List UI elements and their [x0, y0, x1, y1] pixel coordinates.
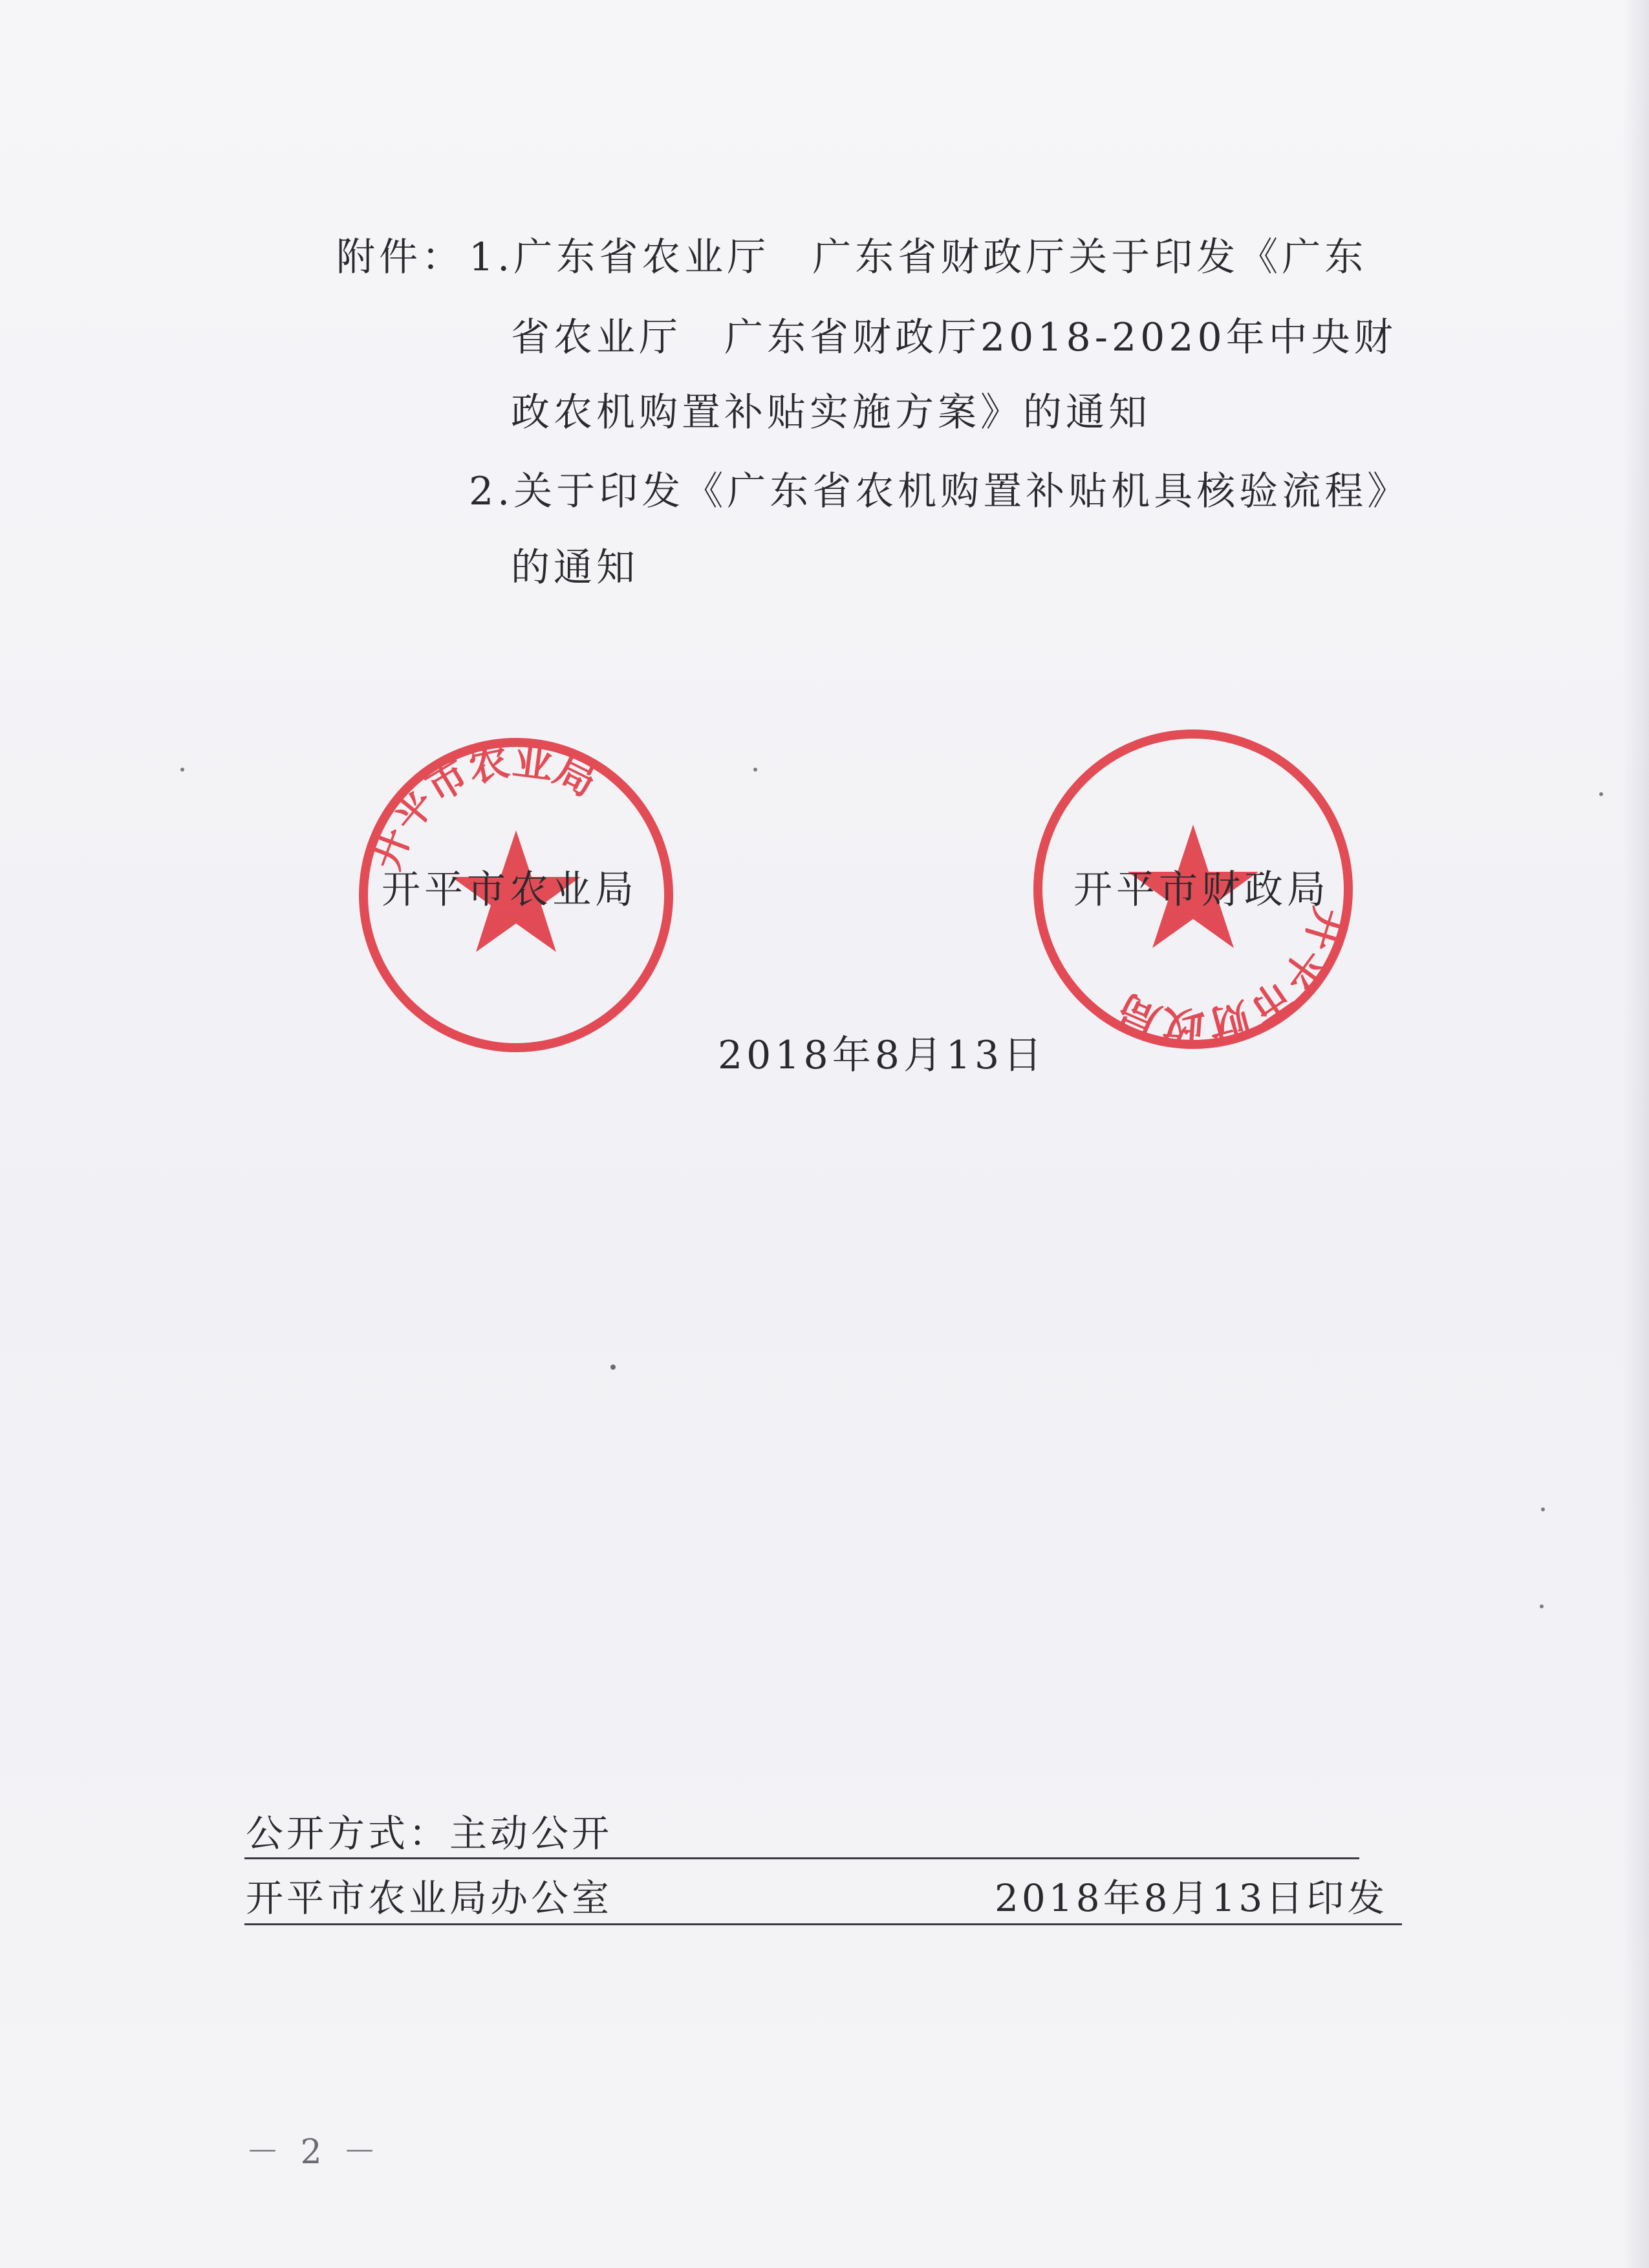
scan-speck: [1599, 792, 1603, 796]
disclosure-method: 公开方式：主动公开: [246, 1811, 613, 1855]
attachments-label: 附件：: [336, 235, 464, 280]
scan-speck: [1541, 1507, 1545, 1511]
print-date: 2018年8月13日印发: [995, 1876, 1388, 1920]
attachment-1-line-3: 政农机购置补贴实施方案》的通知: [511, 390, 1151, 435]
issuing-office: 开平市农业局办公室: [246, 1876, 613, 1920]
signature-date: 2018年8月13日: [718, 1033, 1046, 1078]
scan-speck: [610, 1365, 616, 1370]
seal-lettering: 开平市财政局: [1110, 902, 1353, 1051]
attachment-2-line-2: 的通知: [511, 545, 639, 590]
attachment-2-line-1: 2.关于印发《广东省农机购置补贴机具核验流程》: [469, 469, 1410, 514]
scan-speck: [753, 768, 757, 772]
attachment-1-line-2: 省农业厅 广东省财政厅2018-2020年中央财: [511, 315, 1397, 360]
signer-finance-bureau: 开平市财政局: [1073, 867, 1330, 913]
signer-agriculture-bureau: 开平市农业局: [382, 867, 638, 913]
seal-lettering: 开平市农业局: [361, 737, 605, 876]
scan-speck: [1540, 1604, 1544, 1608]
attachment-1-line-1: 1.广东省农业厅 广东省财政厅关于印发《广东: [469, 235, 1368, 280]
scan-speck: [180, 768, 184, 772]
page-number: － 2 －: [246, 2133, 382, 2172]
